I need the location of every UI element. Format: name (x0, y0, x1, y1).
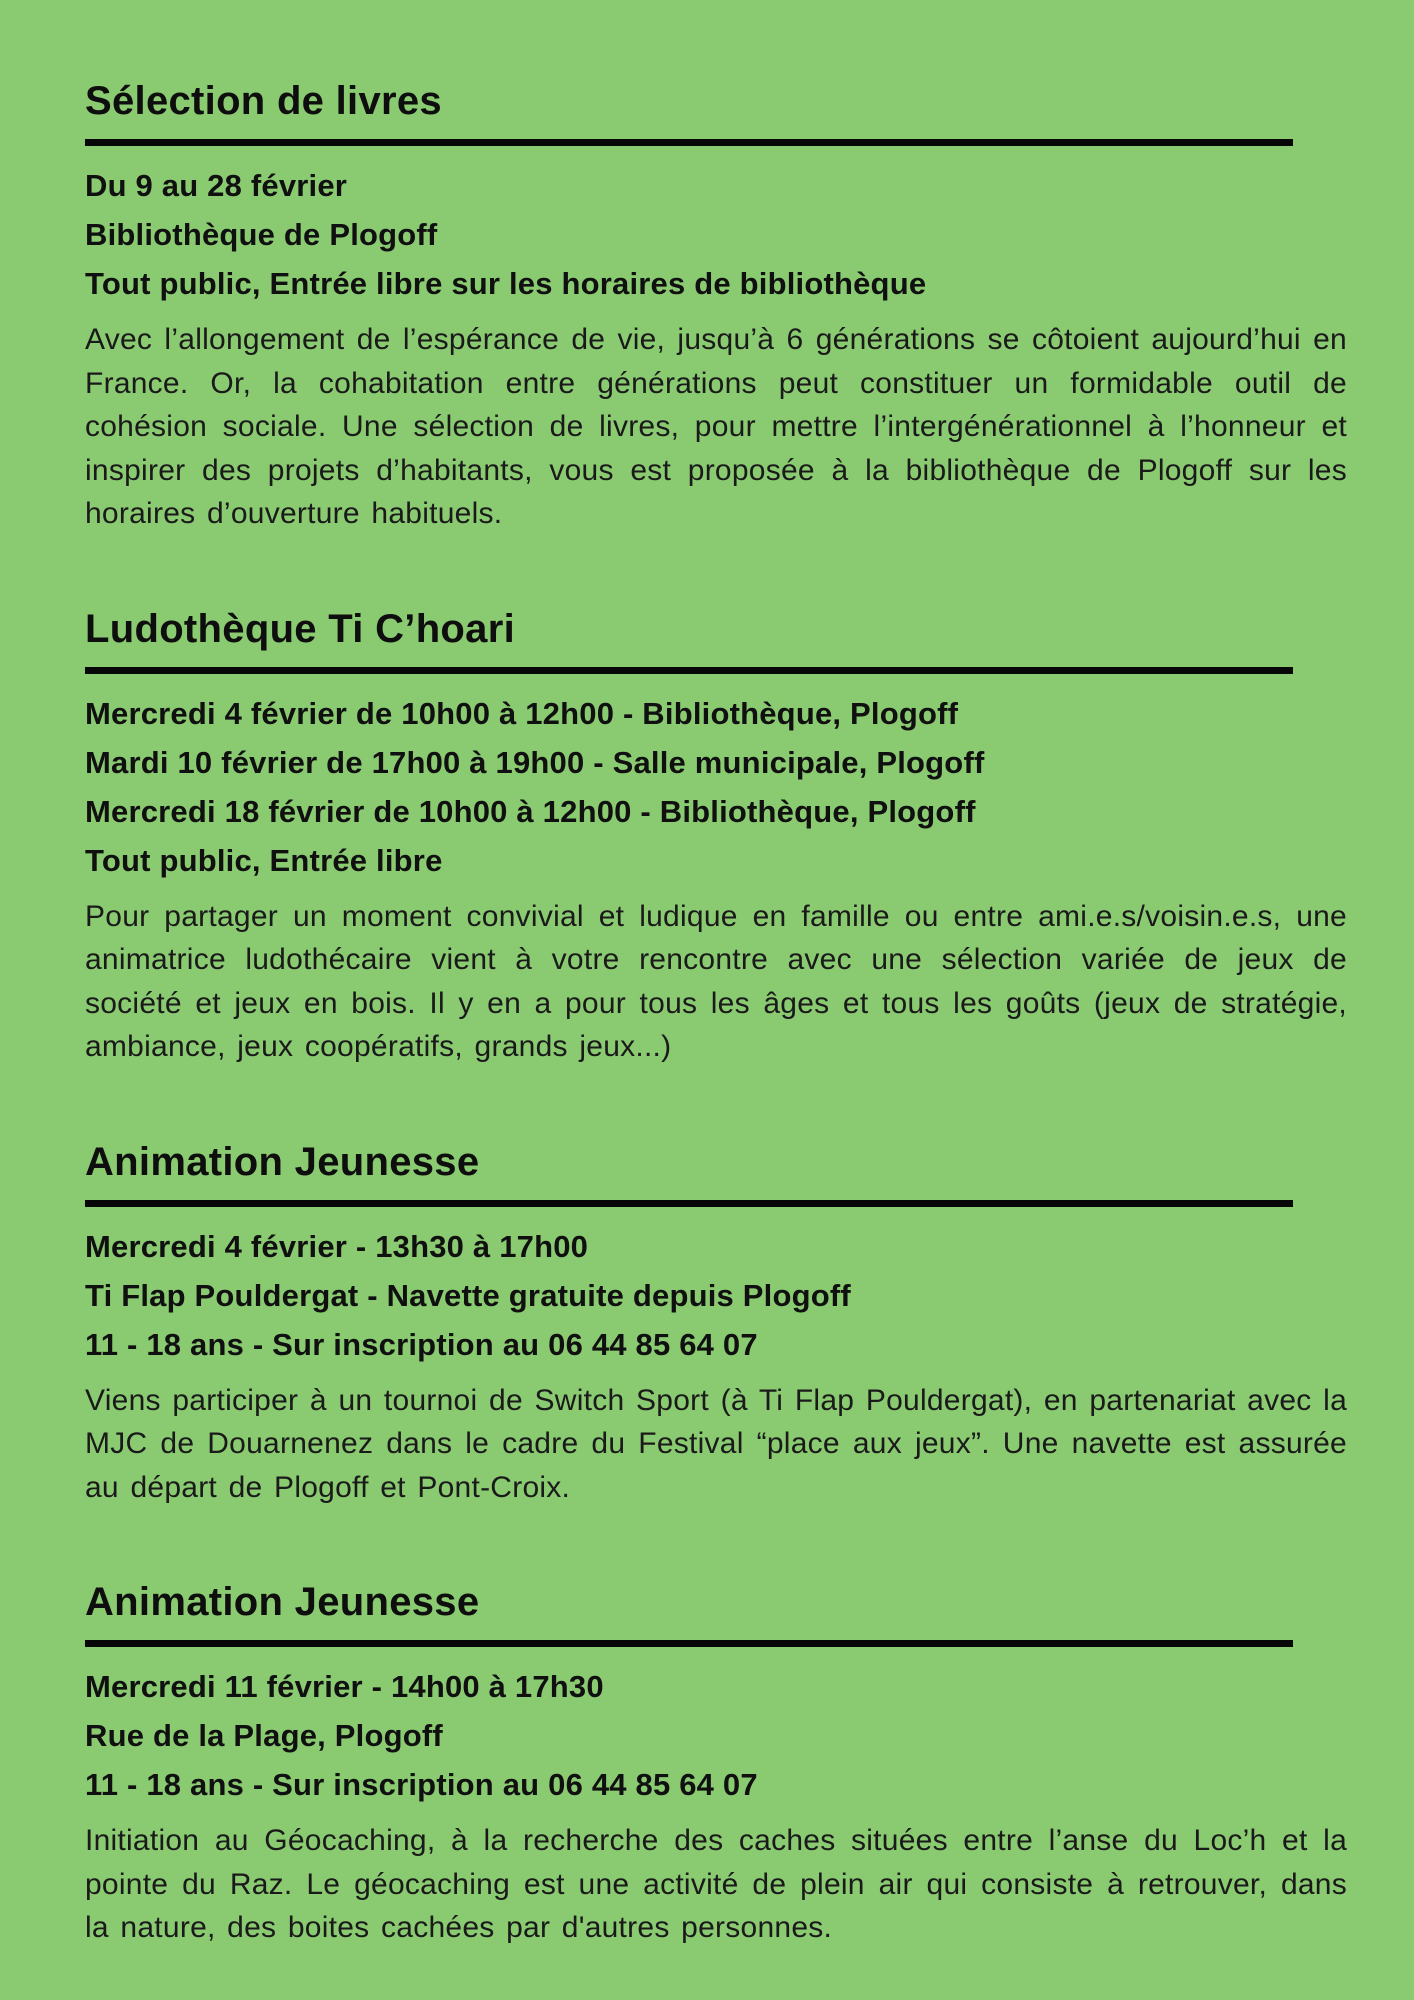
event-info-line: Ti Flap Pouldergat - Navette gratuite depuis Plogoff (85, 1277, 851, 1313)
event-info-line: Mercredi 18 février de 10h00 à 12h00 - Bibliothèque, Plogoff (85, 793, 976, 829)
event-section (85, 1579, 1347, 1950)
event-description: Avec l’allongement de l’espérance de vie, jusqu’à 6 générations se côtoient aujourd’hui en France. Or, la cohabitation entre générations peut constituer un formidable outil de cohésion sociale. Une sélection de livres, pour mettre l’intergénérationnel à l’honneur et inspirer des projets d’habitants, vous est proposée à la bibliothèque de Plogoff sur les horaires d’ouverture habituels. (85, 323, 1347, 530)
event-description: Viens participer à un tournoi de Switch Sport (à Ti Flap Pouldergat), en partenariat avec la MJC de Douarnenez dans le cadre du Festival “place aux jeux”. Une navette est assurée au départ de Plogoff et Pont-Croix. (85, 1383, 1347, 1504)
sections-container (85, 78, 1347, 1950)
section-divider (85, 667, 1293, 674)
event-section (85, 1139, 1347, 1510)
section-title: Animation Jeunesse (85, 1139, 480, 1184)
event-info-line: Tout public, Entrée libre (85, 842, 443, 878)
event-info-lines (85, 161, 1347, 308)
event-info-lines (85, 689, 1347, 885)
event-section (85, 78, 1347, 536)
event-description: Initiation au Géocaching, à la recherche des caches situées entre l’anse du Loc’h et la pointe du Raz. Le géocaching est une activité de plein air qui consiste à retrouver, dans la nature, des boites cachées par d'autres personnes. (85, 1824, 1347, 1944)
section-title: Sélection de livres (85, 79, 442, 123)
event-info-line: Mardi 10 février de 17h00 à 19h00 - Salle municipale, Plogoff (85, 744, 985, 780)
section-divider (85, 1640, 1293, 1647)
event-info-line: 11 - 18 ans - Sur inscription au 06 44 85 64 07 (85, 1767, 758, 1802)
section-title: Ludothèque Ti C’hoari (85, 606, 515, 651)
event-info-line: 11 - 18 ans - Sur inscription au 06 44 85 64 07 (85, 1326, 758, 1362)
section-title: Animation Jeunesse (85, 1580, 480, 1624)
event-section (85, 606, 1347, 1069)
event-info-line: Tout public, Entrée libre sur les horaires de bibliothèque (85, 266, 927, 301)
event-info-lines (85, 1662, 1347, 1809)
event-info-line: Mercredi 4 février - 13h30 à 17h00 (85, 1228, 589, 1264)
event-info-line: Mercredi 11 février - 14h00 à 17h30 (85, 1669, 604, 1704)
event-info-line: Mercredi 4 février de 10h00 à 12h00 - Bibliothèque, Plogoff (85, 695, 959, 731)
event-info-line: Bibliothèque de Plogoff (85, 217, 438, 252)
event-info-line: Rue de la Plage, Plogoff (85, 1718, 443, 1753)
event-info-lines (85, 1222, 1347, 1369)
section-divider (85, 139, 1293, 146)
section-divider (85, 1200, 1293, 1207)
event-info-line: Du 9 au 28 février (85, 168, 348, 203)
event-description: Pour partager un moment convivial et ludique en famille ou entre ami.e.s/voisin.e.s, une animatrice ludothécaire vient à votre rencontre avec une sélection variée de jeux de société et jeux en bois. Il y en a pour tous les âges et tous les goûts (jeux de stratégie, ambiance, jeux coopératifs, grands jeux...) (85, 899, 1347, 1063)
